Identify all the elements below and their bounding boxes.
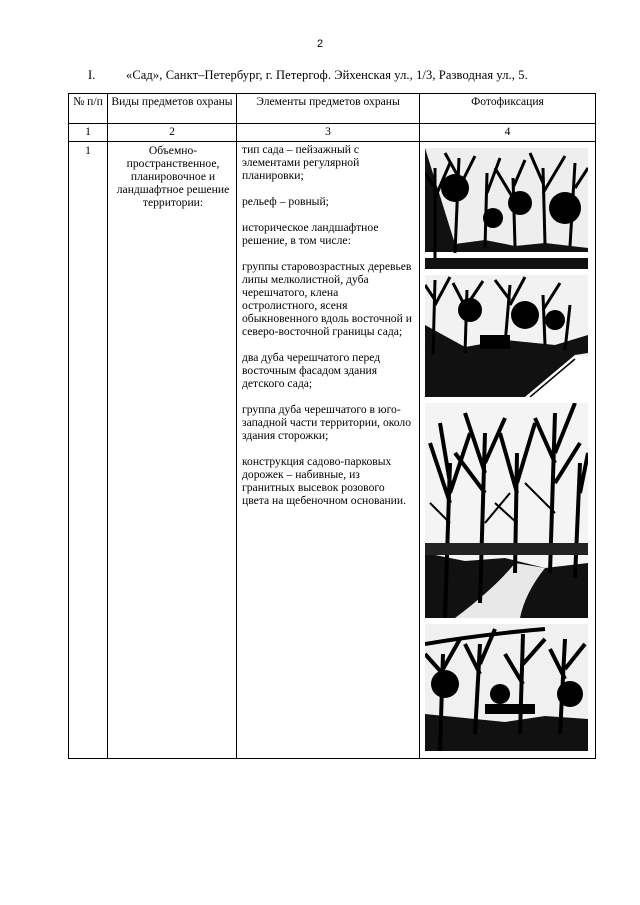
header-number: № п/п [69,94,108,124]
column-number: 2 [108,124,237,142]
tree-photo-2 [425,275,588,397]
header-elements: Элементы предметов охраны [237,94,420,124]
column-number: 4 [420,124,596,142]
photo-cell [420,142,596,759]
protection-table [68,93,596,759]
page-number: 2 [316,38,324,50]
element-item: историческое ландшафтное решение, в том числе: [242,221,379,247]
row-number: 1 [69,142,108,759]
element-item: группа дуба черешчатого в юго-западной части территории, около здания сторожки; [242,403,412,442]
table-header-row [69,94,596,124]
section-roman-numeral: I. [88,68,96,82]
section-title: «Сад», Санкт–Петербург, г. Петергоф. Эйхенская ул., 1/3, Разводная ул., 5. [126,68,528,82]
column-numbers-row [69,124,596,142]
column-number: 1 [69,124,108,142]
protection-kind: Объемно-пространственное, планировочное и ландшафтное решение территории: [108,142,237,759]
element-item: тип сада – пейзажный с элементами регулярной планировки; [242,143,360,182]
tree-photo-3 [425,403,588,618]
table-row [69,142,596,759]
element-item: группы старовозрастных деревьев липы мелколистной, дуба черешчатого, клена остролистного, ясеня обыкновенного вдоль восточной и северо-восточной границы сада; [242,260,412,338]
element-item: рельеф – ровный; [242,195,329,208]
element-item: два дуба черешчатого перед восточным фасадом здания детского сада; [242,351,381,390]
tree-photo-1 [425,148,588,269]
tree-photo-4 [425,624,588,751]
protection-elements [237,142,420,759]
column-number: 3 [237,124,420,142]
element-item: конструкция садово-парковых дорожек – набивные, из гранитных высевок розового цвета на щебеночном основании. [242,455,406,507]
section-heading [88,68,528,83]
header-photos: Фотофиксация [420,94,596,124]
header-kind: Виды предметов охраны [108,94,237,124]
